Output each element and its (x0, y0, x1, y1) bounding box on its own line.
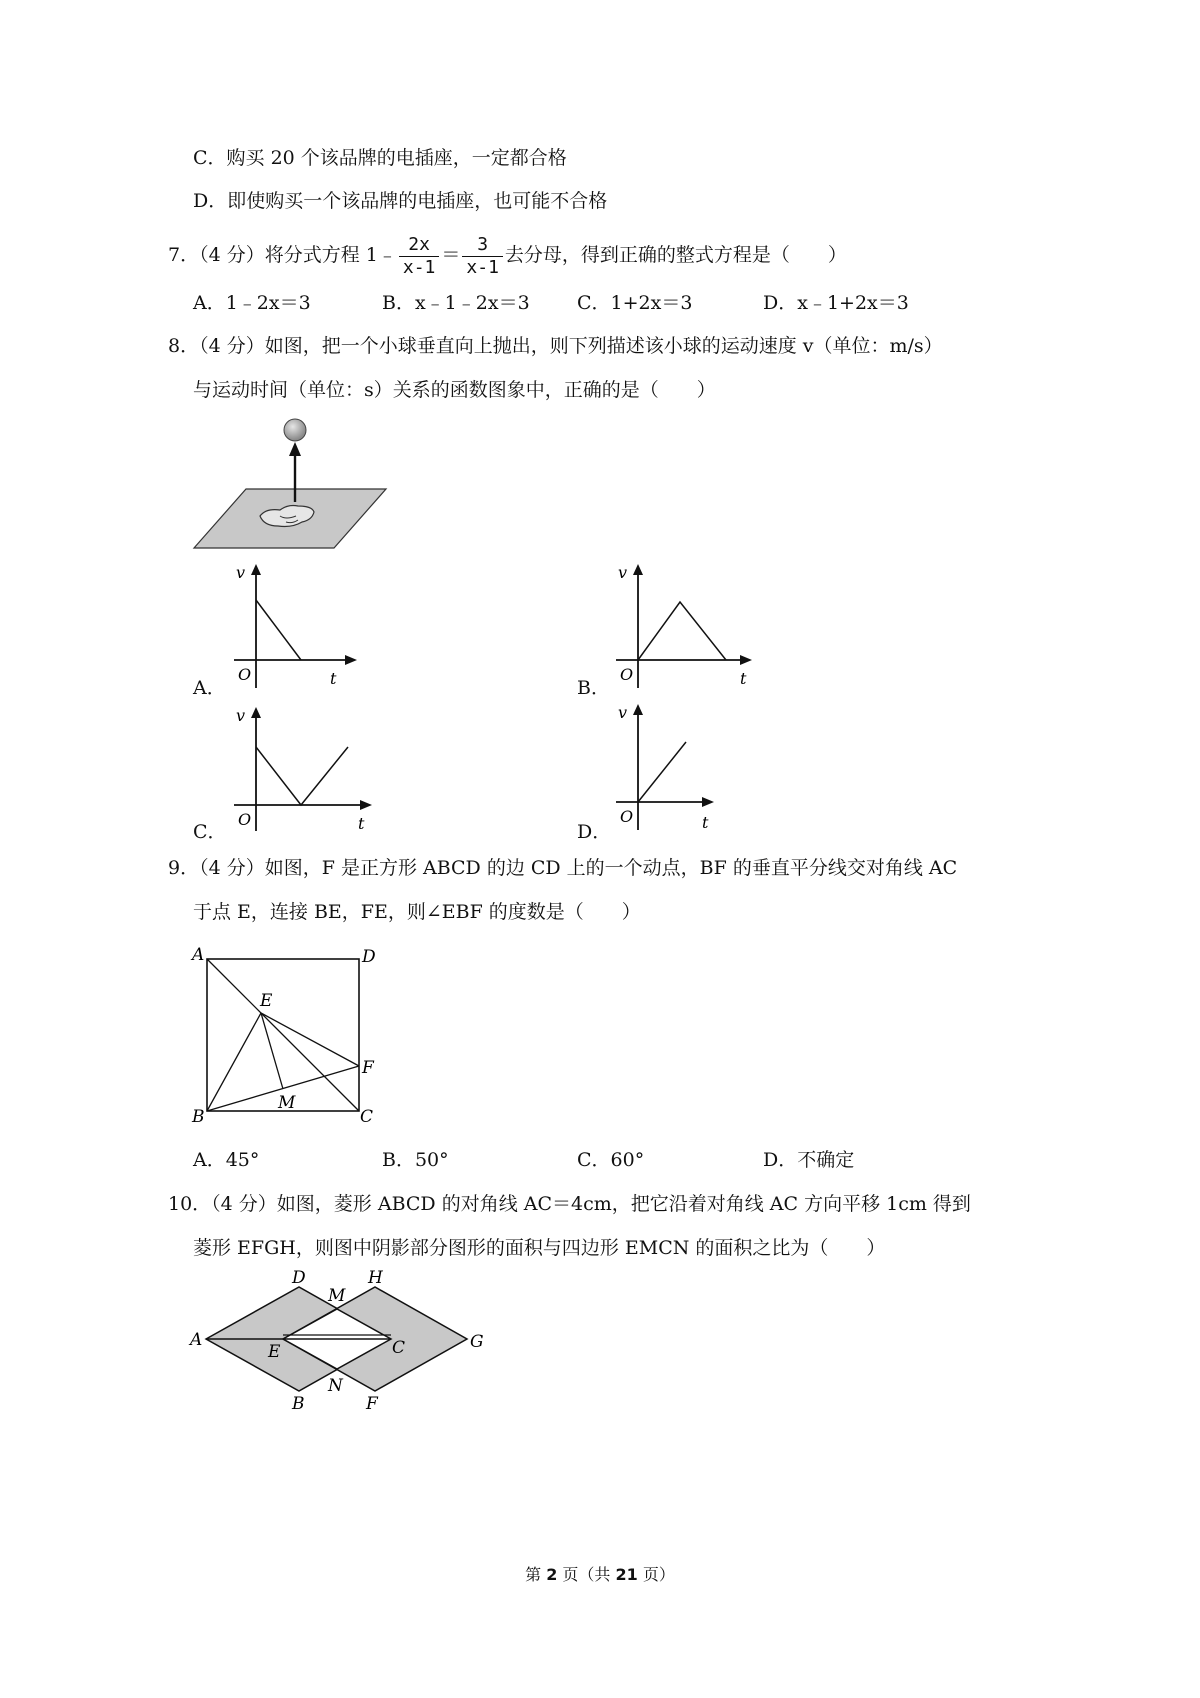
graph-c-v-label: v (236, 706, 246, 725)
label-f: F (362, 1058, 374, 1078)
label-e: E (268, 1342, 281, 1362)
label-d: D (292, 1268, 306, 1288)
label-m: M (328, 1286, 346, 1306)
label-n: N (328, 1376, 343, 1396)
q8-ball-throw-figure (190, 412, 400, 554)
q8-graph-d (606, 702, 736, 834)
footer-mid: 页（共 (557, 1565, 616, 1584)
label-a: A (190, 1330, 203, 1350)
label-b: B (292, 1394, 305, 1414)
q7-option-a: A．1﹣2x＝3 (193, 292, 311, 314)
q9-option-a: A．45° (193, 1149, 260, 1171)
q7-option-c: C．1+2x＝3 (577, 292, 693, 314)
footer-page-number: 2 (546, 1565, 558, 1584)
q8-graph-b (606, 562, 766, 692)
q6-option-c: C．购买 20 个该品牌的电插座，一定都合格 (193, 147, 567, 169)
label-c: C (392, 1338, 406, 1358)
q10-stem-line2: 菱形 EFGH，则图中阴影部分图形的面积与四边形 EMCN 的面积之比为（ ） (193, 1237, 886, 1259)
label-a: A (192, 945, 205, 965)
label-d: D (362, 947, 376, 967)
q9-option-d: D．不确定 (763, 1149, 855, 1171)
q7-option-d: D．x﹣1+2x＝3 (763, 292, 909, 314)
graph-a-t-label: t (330, 669, 337, 688)
graph-d-v-label: v (618, 703, 628, 722)
label-b: B (192, 1107, 205, 1127)
page-footer (0, 1562, 1200, 1585)
q10-rhombus-figure (186, 1265, 496, 1415)
graph-c-line (256, 747, 348, 805)
q7-fraction-1 (399, 234, 440, 279)
label-e: E (260, 991, 273, 1011)
q9-stem-line2: 于点 E，连接 BE，FE，则∠EBF 的度数是（ ） (193, 901, 641, 923)
upward-arrow-head (289, 442, 301, 456)
footer-prefix: 第 (525, 1565, 547, 1584)
label-g: G (470, 1332, 484, 1352)
footer-suffix: 页） (637, 1565, 675, 1584)
q6-option-d: D．即使购买一个该品牌的电插座，也可能不合格 (193, 190, 608, 212)
graph-a-origin-label: O (238, 665, 252, 684)
q8-option-b: B． (577, 677, 610, 699)
label-m: M (278, 1093, 296, 1113)
graph-b-t-label: t (740, 669, 747, 688)
graph-d-line (638, 742, 686, 802)
graph-a-v-label: v (236, 563, 246, 582)
q10-stem-line1: 10．（4 分）如图，菱形 ABCD 的对角线 AC＝4cm，把它沿着对角线 AC 方向平移 1cm 得到 (168, 1193, 971, 1215)
label-f: F (366, 1394, 378, 1414)
q7-tail: 去分母，得到正确的整式方程是（ ） (504, 244, 847, 266)
graph-c-origin-label: O (238, 810, 252, 829)
q7-equals: ＝ (441, 244, 461, 266)
q9-stem-line1: 9．（4 分）如图，F 是正方形 ABCD 的边 CD 上的一个动点，BF 的垂直平分线交对角线 AC (168, 857, 958, 879)
q8-stem-line2: 与运动时间（单位：s）关系的函数图象中，正确的是（ ） (193, 379, 716, 401)
q8-graph-c (224, 705, 384, 835)
q9-option-c: C．60° (577, 1149, 645, 1171)
graph-b-origin-label: O (620, 665, 634, 684)
q8-graph-a (224, 562, 374, 692)
q8-option-d: D． (577, 821, 612, 843)
q7-frac2-num: 3 (462, 234, 503, 257)
graph-b-v-label: v (618, 563, 628, 582)
q7-option-b: B．x﹣1﹣2x＝3 (382, 292, 530, 314)
graph-a-line (256, 600, 301, 660)
segment-ef (261, 1013, 359, 1066)
footer-total-pages: 21 (615, 1565, 638, 1584)
label-c: C (360, 1107, 374, 1127)
ball-icon (284, 419, 306, 441)
graph-b-line (638, 602, 726, 660)
q9-option-b: B．50° (382, 1149, 449, 1171)
q7-frac1-den: x-1 (402, 256, 436, 278)
q7-frac2-den: x-1 (466, 256, 499, 278)
graph-d-t-label: t (702, 813, 709, 832)
q7-frac1-num: 2x (399, 234, 440, 257)
graph-d-origin-label: O (620, 807, 634, 826)
q7-fraction-2 (462, 234, 503, 279)
q8-option-c: C． (193, 821, 227, 843)
q8-option-a: A． (193, 677, 226, 699)
graph-c-t-label: t (358, 814, 365, 833)
q7-stem (168, 230, 847, 280)
q7-lead: 7．（4 分）将分式方程 1﹣ (168, 244, 397, 266)
segment-be (207, 1013, 261, 1111)
q9-square-figure (188, 940, 388, 1130)
q8-stem-line1: 8．（4 分）如图，把一个小球垂直向上抛出，则下列描述该小球的运动速度 v（单位：m/s） (168, 335, 943, 357)
label-h: H (368, 1268, 383, 1288)
